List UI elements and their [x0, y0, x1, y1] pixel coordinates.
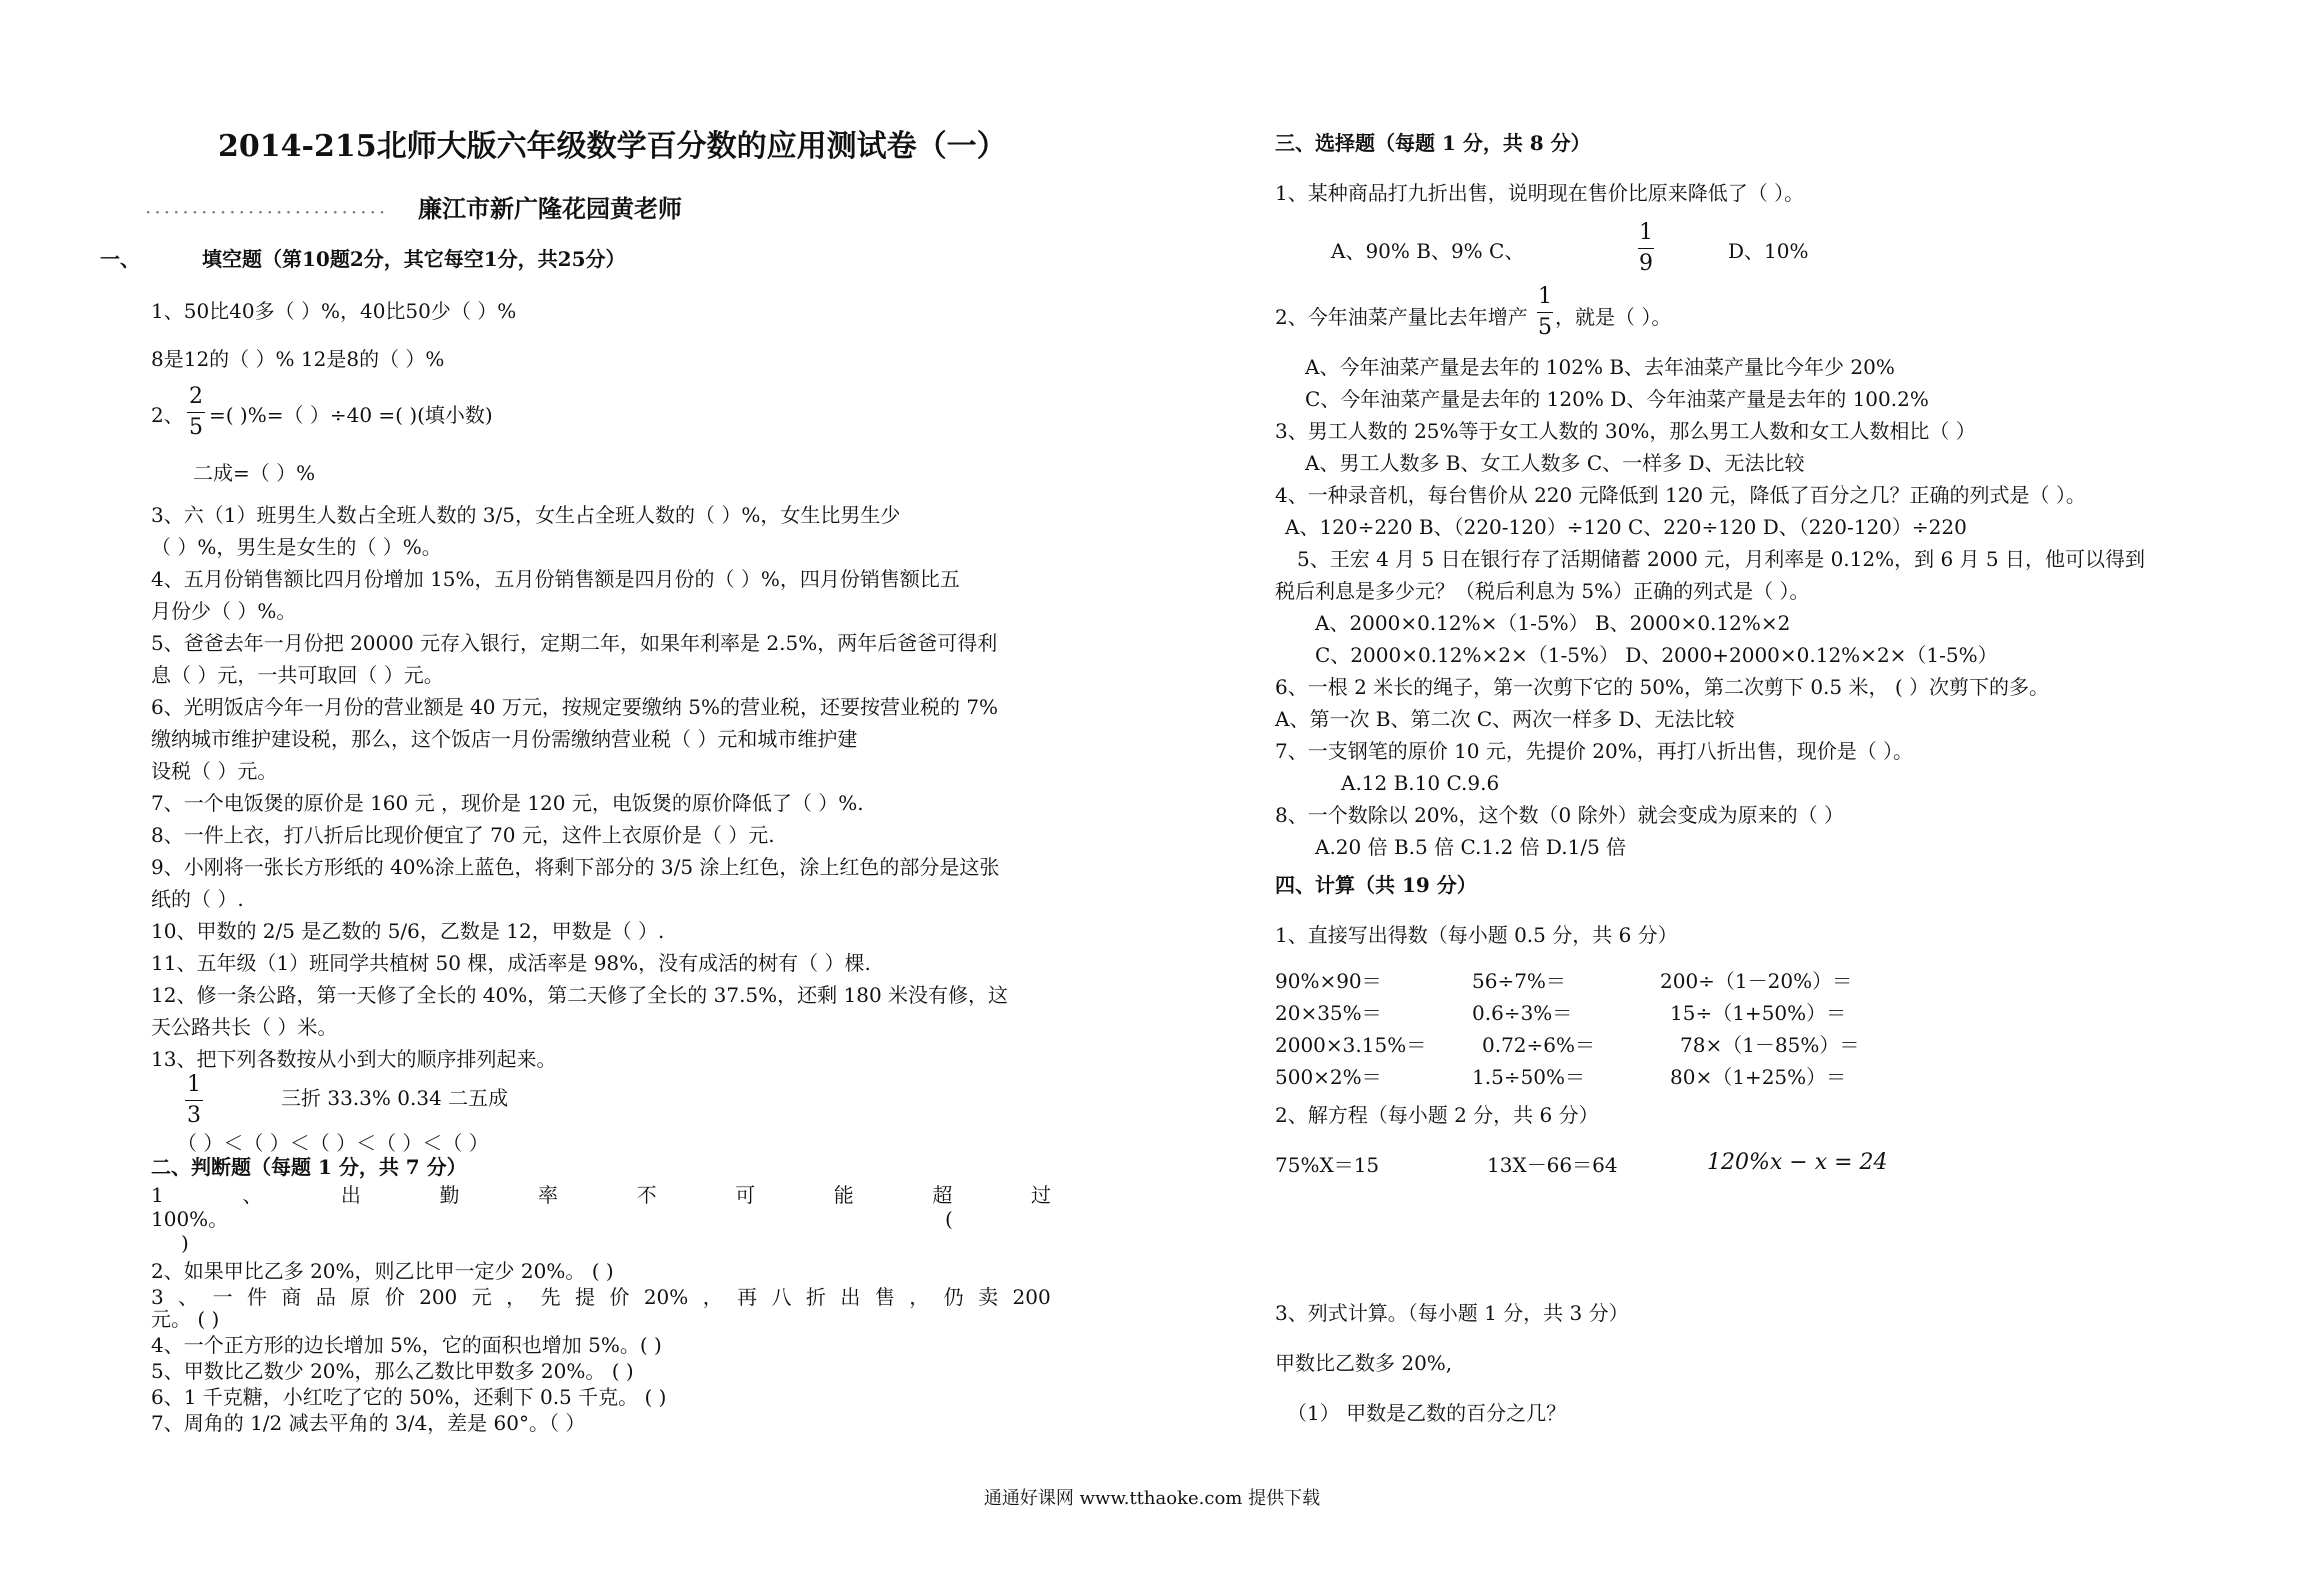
justified-char: 200: [1012, 1285, 1051, 1309]
justified-char: 超: [932, 1183, 953, 1207]
question-1b: 8是12的（ ）% 12是8的（ ）%: [151, 347, 445, 371]
justified-char: ，: [909, 1285, 930, 1309]
judge-1b: 100%。: [151, 1207, 229, 1231]
section1-number: 一、: [100, 247, 140, 271]
question-7: 7、一个电饭煲的原价是 160 元 ，现价是 120 元，电饭煲的原价降低了（ ）%.: [151, 791, 864, 815]
fraction-bar: [1638, 248, 1654, 249]
justified-char: 价: [384, 1285, 405, 1309]
justified-char: 、: [242, 1183, 263, 1207]
calc-1-r1c1: 90%×90＝: [1275, 969, 1382, 993]
choice-8: 8、一个数除以 20%，这个数（0 除外）就会变成为原来的（ ）: [1275, 803, 1844, 827]
fraction-bar: [187, 412, 205, 413]
question-13-order: （ ）＜（ ）＜（ ）＜（ ）＜（ ）: [177, 1131, 489, 1155]
justified-char: 八: [771, 1285, 792, 1309]
section2-heading: 二、判断题（每题 1 分，共 7 分）: [151, 1155, 467, 1179]
justified-char: 能: [833, 1183, 854, 1207]
justified-char: 率: [538, 1183, 559, 1207]
justified-char: 元: [471, 1285, 492, 1309]
choice-3-options: A、男工人数多 B、女工人数多 C、一样多 D、无法比较: [1305, 451, 1805, 475]
fraction-1-3: [185, 1072, 203, 1129]
equation-2: 13X－66＝64: [1487, 1153, 1618, 1177]
justified-char: 过: [1030, 1183, 1051, 1207]
choice-2-options-cd: C、今年油菜产量是去年的 120% D、今年油菜产量是去年的 100.2%: [1305, 387, 1929, 411]
judge-1-justified: [151, 1182, 1051, 1208]
judge-2: 2、如果甲比乙多 20%，则乙比甲一定少 20%。 ( ): [151, 1259, 614, 1283]
choice-6: 6、一根 2 米长的绳子，第一次剪下它的 50%，第二次剪下 0.5 米， ( ）次剪下的多。: [1275, 675, 2050, 699]
justified-char: 件: [247, 1285, 267, 1309]
question-2-prefix: 2、: [151, 403, 184, 427]
question-10: 10、甲数的 2/5 是乙数的 5/6，乙数是 12，甲数是（ ）.: [151, 919, 665, 943]
question-2-rest: =( )%=（ ）÷40 =( )(填小数): [209, 403, 493, 427]
question-6a: 6、光明饭店今年一月份的营业额是 40 万元，按规定要缴纳 5%的营业税，还要按营业税的 7%: [151, 695, 999, 719]
question-11: 11、五年级（1）班同学共植树 50 棵，成活率是 98%，没有成活的树有（ ）棵.: [151, 951, 871, 975]
section1-heading: 填空题（第10题2分，其它每空1分，共25分）: [202, 247, 626, 271]
choice-5a: 5、王宏 4 月 5 日在银行存了活期储蓄 2000 元，月利率是 0.12%，到 6 月 5 日，他可以得到: [1297, 547, 2145, 571]
justified-char: 仍: [943, 1285, 964, 1309]
choice-1: 1、某种商品打九折出售，说明现在售价比原来降低了（ ）。: [1275, 181, 1805, 205]
question-9a: 9、小刚将一张长方形纸的 40%涂上蓝色，将剩下部分的 3/5 涂上红色，涂上红色的部分是这张: [151, 855, 1000, 879]
justified-char: 1: [151, 1183, 164, 1207]
fraction-numerator: 2: [189, 384, 203, 409]
choice-4: 4、一种录音机，每台售价从 220 元降低到 120 元，降低了百分之几？正确的列式是（ ）。: [1275, 483, 2086, 507]
justified-char: 品: [315, 1285, 336, 1309]
justified-char: ，: [506, 1285, 527, 1309]
justified-char: 3: [151, 1285, 164, 1309]
choice-2-options-ab: A、今年油菜产量是去年的 102% B、去年油菜产量比今年少 20%: [1305, 355, 1895, 379]
equation-1: 75%X＝15: [1275, 1153, 1380, 1177]
justified-char: 卖: [978, 1285, 999, 1309]
question-2b: 二成=（ ）%: [193, 461, 316, 485]
choice-1-options: A、90% B、9% C、: [1331, 239, 1525, 263]
justified-char: 20%: [643, 1285, 689, 1309]
justified-char: 出: [840, 1285, 861, 1309]
equation-3: 120%x − x = 24: [1707, 1150, 1888, 1175]
calc-1-heading: 1、直接写出得数（每小题 0.5 分，共 6 分）: [1275, 923, 1678, 947]
judge-1b-paren: (: [945, 1207, 953, 1231]
calc-1-r2c1: 20×35%＝: [1275, 1001, 1382, 1025]
choice-1-option-d: D、10%: [1728, 239, 1809, 263]
question-6c: 设税（ ）元。: [151, 759, 278, 783]
calc-3-premise: 甲数比乙数多 20%,: [1275, 1351, 1453, 1375]
dotted-leader: ··························: [145, 200, 389, 224]
calc-3-heading: 3、列式计算。（每小题 1 分，共 3 分）: [1275, 1301, 1629, 1325]
calc-1-r1c2: 56÷7%＝: [1472, 969, 1566, 993]
calc-1-r2c3: 15÷（1+50%）＝: [1670, 1001, 1847, 1025]
fraction-denominator: 5: [1538, 315, 1552, 340]
fraction-denominator: 5: [189, 415, 203, 440]
justified-char: 、: [178, 1285, 199, 1309]
judge-7: 7、周角的 1/2 减去平角的 3/4，差是 60°。（ ）: [151, 1411, 586, 1435]
judge-1c: ): [181, 1231, 189, 1255]
section4-heading: 四、计算（共 19 分）: [1275, 873, 1477, 897]
justified-char: 提: [574, 1285, 595, 1309]
justified-char: 商: [281, 1285, 302, 1309]
calc-1-r4c1: 500×2%＝: [1275, 1065, 1382, 1089]
justified-char: 售: [874, 1285, 895, 1309]
question-12b: 天公路共长（ ）米。: [151, 1015, 338, 1039]
choice-8-options: A.20 倍 B.5 倍 C.1.2 倍 D.1/5 倍: [1315, 835, 1627, 859]
choice-5-options-ab: A、2000×0.12%×（1-5%） B、2000×0.12%×2: [1315, 611, 1791, 635]
choice-5-options-cd: C、2000×0.12%×2×（1-5%） D、2000+2000×0.12%×2×（1-5%）: [1315, 643, 1998, 667]
judge-4: 4、一个正方形的边长增加 5%，它的面积也增加 5%。( ): [151, 1333, 662, 1357]
calc-1-r1c3: 200÷（1－20%）＝: [1660, 969, 1853, 993]
calc-1-r3c3: 78×（1－85%）＝: [1680, 1033, 1860, 1057]
fraction-numerator: 1: [1639, 220, 1653, 245]
calc-1-r3c1: 2000×3.15%＝: [1275, 1033, 1427, 1057]
fraction-1-9: [1638, 220, 1654, 277]
fraction-denominator: 3: [187, 1103, 201, 1128]
justified-char: 先: [540, 1285, 561, 1309]
question-13: 13、把下列各数按从小到大的顺序排列起来。: [151, 1047, 557, 1071]
justified-char: 不: [636, 1183, 657, 1207]
justified-char: 再: [737, 1285, 758, 1309]
choice-2-suffix: ，就是（ ）。: [1555, 305, 1672, 329]
justified-char: ，: [702, 1285, 723, 1309]
question-12a: 12、修一条公路，第一天修了全长的 40%，第二天修了全长的 37.5%，还剩 180 米没有修，这: [151, 983, 1009, 1007]
judge-3-justified: [151, 1284, 1051, 1310]
fraction-denominator: 9: [1639, 251, 1653, 276]
calc-1-r4c2: 1.5÷50%＝: [1472, 1065, 1586, 1089]
judge-6: 6、1 千克糖，小红吃了它的 50%，还剩下 0.5 千克。 ( ): [151, 1385, 667, 1409]
exam-title: 2014-215北师大版六年级数学百分数的应用测试卷（一）: [218, 129, 1007, 164]
fraction-numerator: 1: [1538, 284, 1552, 309]
justified-char: 价: [609, 1285, 630, 1309]
question-5b: 息（ ）元，一共可取回（ ）元。: [151, 663, 444, 687]
judge-5: 5、甲数比乙数少 20%，那么乙数比甲数多 20%。 ( ): [151, 1359, 634, 1383]
question-8: 8、一件上衣，打八折后比现价便宜了 70 元，这件上衣原价是（ ）元.: [151, 823, 775, 847]
question-1a: 1、50比40多（ ）%，40比50少（ ）%: [151, 299, 517, 323]
calc-1-r3c2: 0.72÷6%＝: [1482, 1033, 1596, 1057]
author-line: 廉江市新广隆花园黄老师: [418, 194, 682, 223]
choice-3: 3、男工人数的 25%等于女工人数的 30%，那么男工人数和女工人数相比（ ）: [1275, 419, 1976, 443]
question-4b: 月份少（ ）%。: [151, 599, 297, 623]
justified-char: 勤: [439, 1183, 460, 1207]
justified-char: 200: [419, 1285, 458, 1309]
section3-heading: 三、选择题（每题 1 分，共 8 分）: [1275, 131, 1591, 155]
choice-2-prefix: 2、今年油菜产量比去年增产: [1275, 305, 1528, 329]
question-4a: 4、五月份销售额比四月份增加 15%，五月份销售额是四月份的（ ）%，四月份销售额比五: [151, 567, 960, 591]
justified-char: 可: [735, 1183, 756, 1207]
justified-char: 出: [340, 1183, 361, 1207]
calc-3-question-1: （1） 甲数是乙数的百分之几？: [1287, 1401, 1567, 1425]
calc-1-r2c2: 0.6÷3%＝: [1472, 1001, 1573, 1025]
question-5a: 5、爸爸去年一月份把 20000 元存入银行，定期二年，如果年利率是 2.5%，两年后爸爸可得利: [151, 631, 998, 655]
fraction-1-5: [1537, 284, 1553, 341]
question-3b: （ ）%，男生是女生的（ ）%。: [151, 535, 442, 559]
question-9b: 纸的（ ）.: [151, 887, 244, 911]
choice-7-options: A.12 B.10 C.9.6: [1341, 771, 1500, 795]
choice-6-options: A、第一次 B、第二次 C、两次一样多 D、无法比较: [1275, 707, 1735, 731]
question-13-items: 三折 33.3% 0.34 二五成: [281, 1086, 509, 1110]
calc-2-heading: 2、解方程（每小题 2 分，共 6 分）: [1275, 1103, 1599, 1127]
choice-4-options: A、120÷220 B、（220-120）÷120 C、220÷120 D、（220-120）÷220: [1285, 515, 1967, 539]
justified-char: 一: [212, 1285, 233, 1309]
calc-1-r4c3: 80×（1+25%）＝: [1670, 1065, 1847, 1089]
question-6b: 缴纳城市维护建设税，那么，这个饭店一月份需缴纳营业税（ ）元和城市维护建: [151, 727, 858, 751]
fraction-2-5: [187, 384, 205, 441]
fraction-bar: [185, 1100, 203, 1101]
fraction-bar: [1537, 312, 1553, 313]
justified-char: 折: [805, 1285, 826, 1309]
footer-credit: 通通好课网 www.tthaoke.com 提供下载: [983, 1488, 1321, 1509]
fraction-numerator: 1: [187, 1072, 201, 1097]
choice-5b: 税后利息是多少元？（税后利息为 5%）正确的列式是（ ）。: [1275, 579, 1810, 603]
choice-7: 7、一支钢笔的原价 10 元，先提价 20%，再打八折出售，现价是（ ）。: [1275, 739, 1914, 763]
justified-char: 原: [350, 1285, 371, 1309]
judge-3b: 元。 ( ): [151, 1307, 220, 1331]
question-3a: 3、六（1）班男生人数占全班人数的 3/5，女生占全班人数的（ ）%，女生比男生少: [151, 503, 901, 527]
